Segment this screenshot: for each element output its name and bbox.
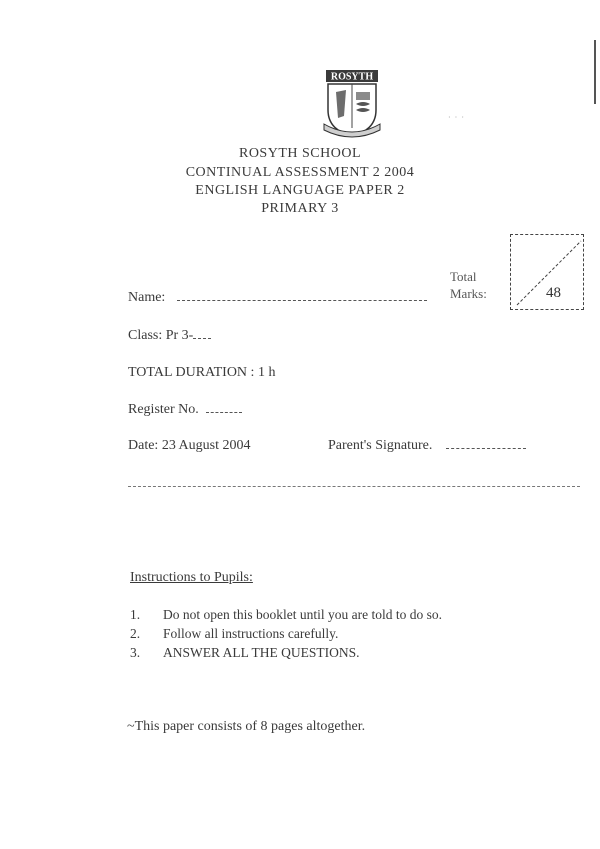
duration-field	[128, 365, 275, 381]
name-blank[interactable]	[177, 299, 427, 301]
instruction-number: 1.	[130, 607, 141, 622]
date-field	[128, 438, 251, 454]
instruction-text: Follow all instructions carefully.	[163, 626, 339, 641]
instruction-text: ANSWER ALL THE QUESTIONS.	[163, 645, 360, 660]
name-field	[128, 290, 427, 306]
separator-line	[128, 486, 580, 487]
register-blank[interactable]	[206, 411, 242, 413]
register-field	[128, 402, 242, 418]
date-label: Date:	[128, 438, 159, 453]
instruction-text: Do not open this booklet until you are told to do so.	[163, 607, 442, 622]
page-edge-mark	[594, 40, 596, 104]
scan-artifact: · · ·	[448, 113, 465, 122]
page-count-note: ~This paper consists of 8 pages altogether.	[127, 719, 366, 734]
marks-label: Marks:	[450, 286, 487, 301]
date-value: 23 August 2004	[161, 438, 251, 453]
paper-title: ENGLISH LANGUAGE PAPER 2	[195, 183, 405, 198]
register-label: Register No.	[128, 402, 199, 417]
instruction-number: 2.	[130, 626, 141, 641]
total-marks-value: 48	[546, 285, 561, 301]
instructions-title: Instructions to Pupils:	[130, 570, 253, 585]
level-title: PRIMARY 3	[261, 201, 339, 216]
signature-field	[328, 438, 526, 454]
school-crest-logo	[316, 68, 388, 140]
class-label: Class:	[128, 328, 163, 343]
class-blank[interactable]	[193, 337, 211, 339]
instruction-number: 3.	[130, 645, 141, 660]
total-marks-label	[450, 268, 487, 302]
total-label: Total	[450, 269, 477, 284]
svg-text:ROSYTH: ROSYTH	[330, 71, 374, 83]
signature-blank[interactable]	[446, 447, 526, 449]
assessment-title: CONTINUAL ASSESSMENT 2 2004	[185, 165, 415, 180]
name-label: Name:	[128, 290, 166, 305]
duration-label: TOTAL DURATION :	[128, 365, 255, 380]
signature-label: Parent's Signature.	[328, 438, 433, 453]
duration-value: 1 h	[257, 365, 276, 380]
class-value: Pr 3-	[165, 328, 194, 343]
class-field	[128, 328, 211, 344]
school-name: ROSYTH SCHOOL	[238, 146, 361, 161]
